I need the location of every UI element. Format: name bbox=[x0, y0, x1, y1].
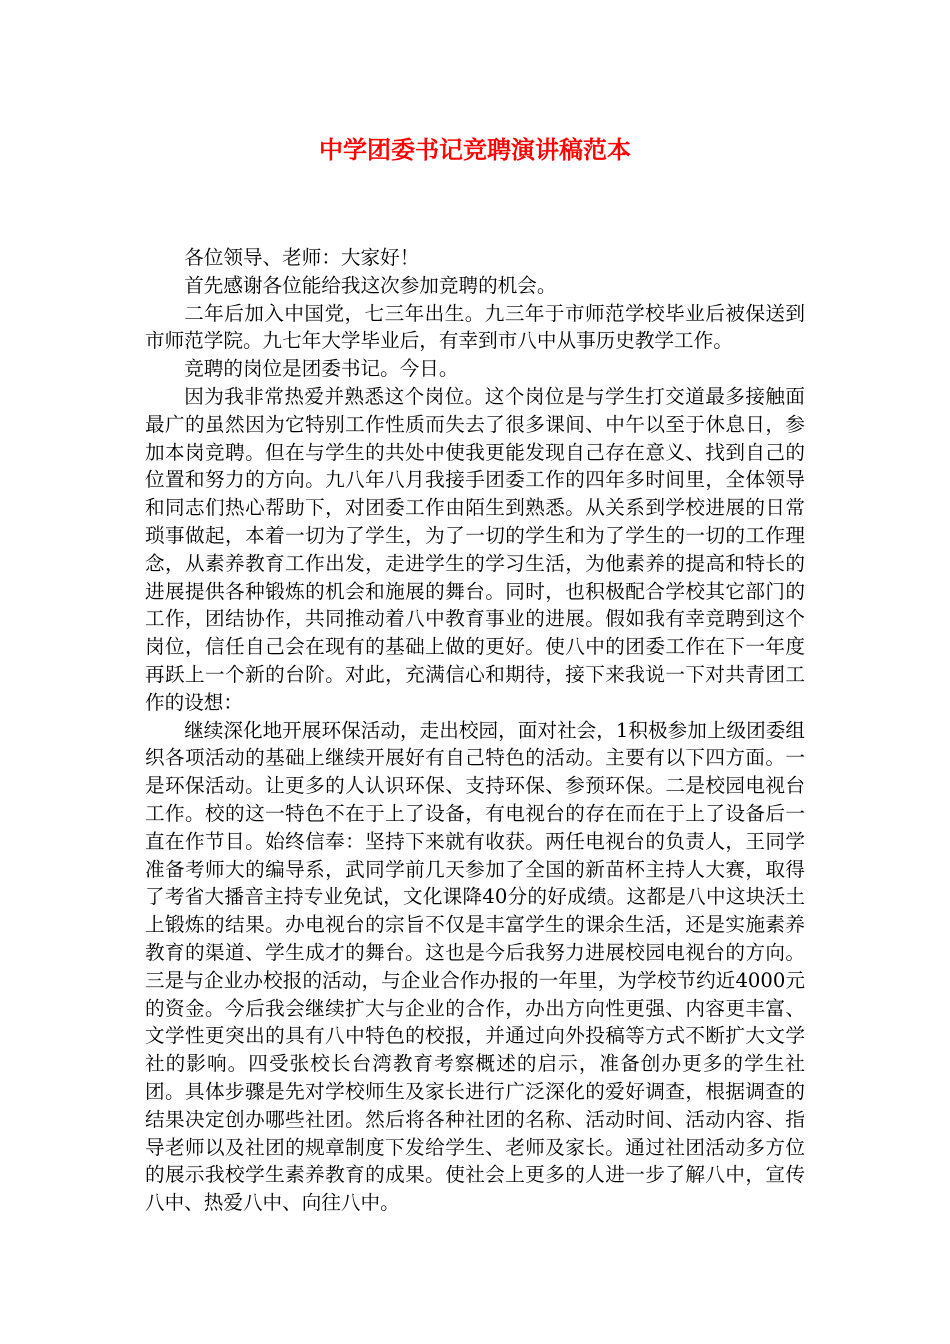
paragraph-position: 竞聘的岗位是团委书记。今日。 bbox=[184, 357, 459, 381]
paragraph-background: 二年后加入中国党，七三年出生。九三年于市师范学校毕业后被保送到市师范学院。九七年大学毕业后，有幸到市八中从事历史教学工作。 bbox=[145, 301, 805, 353]
paragraph-greeting: 各位领导、老师：大家好！ bbox=[184, 246, 420, 269]
paragraph-plans: 继续深化地开展环保活动，走出校园，面对社会，1积极参加上级团委组织各项活动的基础上继续开展好有自己特色的活动。主要有以下四方面。一是环保活动。让更多的人认识环保、支持环保、参预环保。二是校园电视台工作。校的这一特色不在于上了设备，有电视台的存在而在于上了设备后一直在作节目。始终信奉：坚持下来就有收获。两任电视台的负责人，王同学准备考师大的编导系，武同学前几天参加了全国的新苗杯主持人大赛，取得了考省大播音主持专业免试，文化课降40分的好成绩。这都是八中这块沃土上锻炼的结果。办电视台的宗旨不仅是丰富学生的课余生活，还是实施素养教育的渠道、学生成才的舞台。这也是今后我努力进展校园电视台的方向。三是与企业办校报的活动，与企业合作办报的一年里，为学校节约近4000元的资金。今后我会继续扩大与企业的合作，办出方向性更强、内容更丰富、文学性更突出的具有八中特色的校报，并通过向外投稿等方式不断扩大文学社的影响。四受张校长台湾教育考察概述的启示，准备创办更多的学生社团。具体步骤是先对学校师生及家长进行广泛深化的爱好调查，根据调查的结果决定创办哪些社团。然后将各种社团的名称、活动时间、活动内容、指导老师以及社团的规章制度下发给学生、老师及家长。通过社团活动多方位的展示我校学生素养教育的成果。使社会上更多的人进一步了解八中，宣传八中、热爱八中、向往八中。 bbox=[145, 718, 805, 1215]
paragraph-reasons: 因为我非常热爱并熟悉这个岗位。这个岗位是与学生打交道最多接触面最广的虽然因为它特别工作性质而失去了很多课间、中午以至于休息日，参加本岗竞聘。但在与学生的共处中使我更能发现自己存在意义、找到自己的位置和努力的方向。九八年八月我接手团委工作的四年多时间里，全体领导和同志们热心帮助下，对团委工作由陌生到熟悉。从关系到学校进展的日常琐事做起，本着一切为了学生，为了一切的学生和为了学生的一切的工作理念，从素养教育工作出发，走进学生的学习生活，为他素养的提高和特长的进展提供各种锻炼的机会和施展的舞台。同时，也积极配合学校其它部门的工作，团结协作，共同推动着八中教育事业的进展。假如我有幸竞聘到这个岗位，信任自己会在现有的基础上做的更好。使八中的团委工作在下一年度再跃上一个新的台阶。对此，充满信心和期待，接下来我说一下对共青团工作的设想： bbox=[145, 384, 805, 714]
document-body bbox=[145, 244, 805, 1217]
paragraph-thanks: 首先感谢各位能给我这次参加竞聘的机会。 bbox=[184, 273, 557, 297]
document-title: 中学团委书记竞聘演讲稿范本 bbox=[319, 136, 631, 164]
